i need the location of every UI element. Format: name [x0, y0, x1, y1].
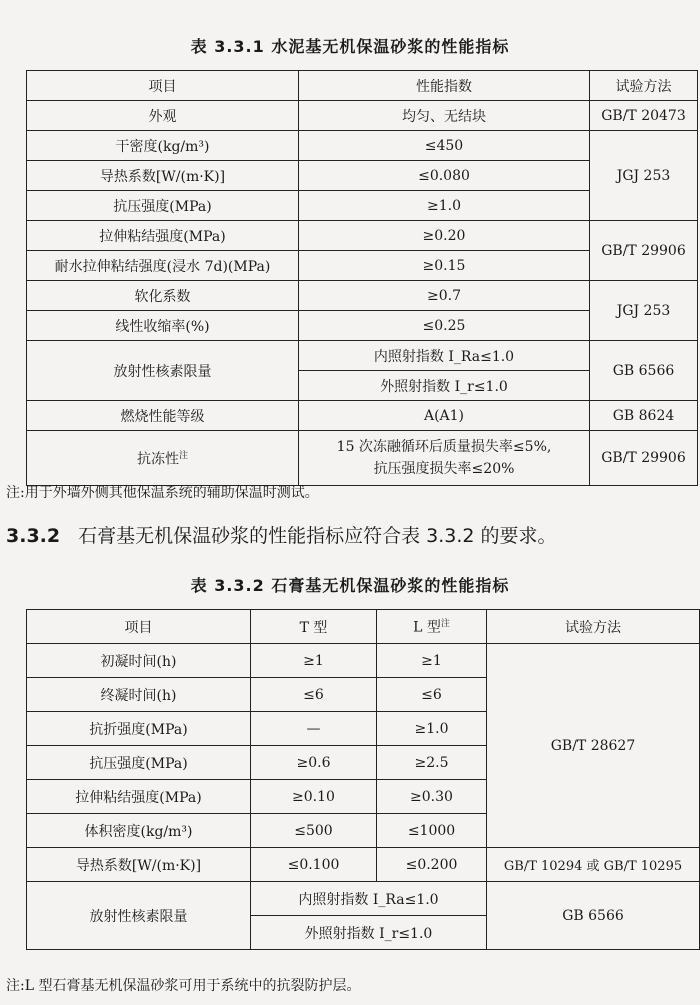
row-item: 软化系数 [27, 281, 299, 311]
row-item: 外观 [27, 101, 299, 131]
row-item: 耐水拉伸粘结强度(浸水 7d)(MPa) [27, 251, 299, 281]
row-item: 抗压强度(MPa) [27, 191, 299, 221]
row-method: GB/T 20473 [590, 101, 698, 131]
row-value: ≤0.080 [299, 161, 590, 191]
frost-value-line2: 抗压强度损失率≤20% [373, 461, 515, 477]
row-method: JGJ 253 [590, 281, 698, 341]
table2-note: 注:L 型石膏基无机保温砂浆可用于系统中的抗裂防护层。 [6, 978, 361, 994]
row-value: ≥0.7 [299, 281, 590, 311]
row-t-value: ≥1 [251, 644, 377, 678]
header-method: 试验方法 [590, 71, 698, 101]
row-method: GB 6566 [487, 882, 700, 950]
row-method: GB/T 29906 [590, 431, 698, 486]
row-value: ≥0.20 [299, 221, 590, 251]
table-row [27, 882, 700, 916]
table-header-row [27, 71, 698, 101]
row-value: A(A1) [299, 401, 590, 431]
row-l-value: ≥2.5 [377, 746, 487, 780]
row-value [299, 431, 590, 486]
row-item: 拉伸粘结强度(MPa) [27, 221, 299, 251]
row-item: 导热系数[W/(m·K)] [27, 161, 299, 191]
row-item: 放射性核素限量 [27, 882, 251, 950]
row-item: 终凝时间(h) [27, 678, 251, 712]
table2 [26, 609, 700, 950]
table-row [27, 221, 698, 251]
row-l-value: ≥1.0 [377, 712, 487, 746]
row-item: 干密度(kg/m³) [27, 131, 299, 161]
header-t-type: T 型 [251, 610, 377, 644]
row-value: ≥0.15 [299, 251, 590, 281]
row-item: 抗折强度(MPa) [27, 712, 251, 746]
table-header-row [27, 610, 700, 644]
clause-number: 3.3.2 [6, 525, 61, 547]
row-t-value: ≥0.10 [251, 780, 377, 814]
row-t-value: ≤0.100 [251, 848, 377, 882]
row-value: ≤0.25 [299, 311, 590, 341]
row-value: 外照射指数 I_r≤1.0 [251, 916, 487, 950]
row-method: JGJ 253 [590, 131, 698, 221]
row-item: 拉伸粘结强度(MPa) [27, 780, 251, 814]
row-value: ≤450 [299, 131, 590, 161]
header-item: 项目 [27, 71, 299, 101]
row-item: 放射性核素限量 [27, 341, 299, 401]
table-row [27, 101, 698, 131]
row-t-value: ≤6 [251, 678, 377, 712]
clause-heading [6, 521, 557, 548]
header-l-type [377, 610, 487, 644]
table-row [27, 644, 700, 678]
note-marker: 注 [440, 619, 450, 630]
clause-text: 石膏基无机保温砂浆的性能指标应符合表 3.3.2 的要求。 [78, 525, 557, 547]
table-row [27, 281, 698, 311]
row-l-value: ≤1000 [377, 814, 487, 848]
table1-note: 注:用于外墙外侧其他保温系统的辅助保温时测试。 [6, 485, 319, 501]
table-row [27, 848, 700, 882]
row-item: 线性收缩率(%) [27, 311, 299, 341]
row-item: 导热系数[W/(m·K)] [27, 848, 251, 882]
row-item: 体积密度(kg/m³) [27, 814, 251, 848]
table-row [27, 401, 698, 431]
row-method: GB/T 10294 或 GB/T 10295 [487, 848, 700, 882]
row-method: GB 8624 [590, 401, 698, 431]
header-method: 试验方法 [487, 610, 700, 644]
row-item: 抗压强度(MPa) [27, 746, 251, 780]
table-row [27, 431, 698, 486]
row-value: 均匀、无结块 [299, 101, 590, 131]
row-method: GB 6566 [590, 341, 698, 401]
row-value: 内照射指数 I_Ra≤1.0 [299, 341, 590, 371]
table1-caption: 表 3.3.1 水泥基无机保温砂浆的性能指标 [190, 37, 510, 56]
row-item: 初凝时间(h) [27, 644, 251, 678]
row-l-value: ≤0.200 [377, 848, 487, 882]
row-t-value: ≤500 [251, 814, 377, 848]
table1 [26, 70, 698, 486]
frost-label: 抗冻性 [136, 451, 179, 468]
table-row [27, 341, 698, 371]
table2-caption: 表 3.3.2 石膏基无机保温砂浆的性能指标 [190, 576, 510, 595]
l-type-label: L 型 [413, 619, 441, 636]
row-value: 内照射指数 I_Ra≤1.0 [251, 882, 487, 916]
row-method: GB/T 29906 [590, 221, 698, 281]
row-t-value: ≥0.6 [251, 746, 377, 780]
header-item: 项目 [27, 610, 251, 644]
row-l-value: ≥1 [377, 644, 487, 678]
frost-value-line1: 15 次冻融循环后质量损失率≤5%, [336, 439, 552, 455]
header-index: 性能指数 [299, 71, 590, 101]
row-item [27, 431, 299, 486]
note-marker: 注 [178, 450, 188, 461]
row-value: ≥1.0 [299, 191, 590, 221]
row-t-value: — [251, 712, 377, 746]
row-method: GB/T 28627 [487, 644, 700, 848]
row-l-value: ≤6 [377, 678, 487, 712]
row-l-value: ≥0.30 [377, 780, 487, 814]
table-row [27, 131, 698, 161]
row-value: 外照射指数 I_r≤1.0 [299, 371, 590, 401]
row-item: 燃烧性能等级 [27, 401, 299, 431]
